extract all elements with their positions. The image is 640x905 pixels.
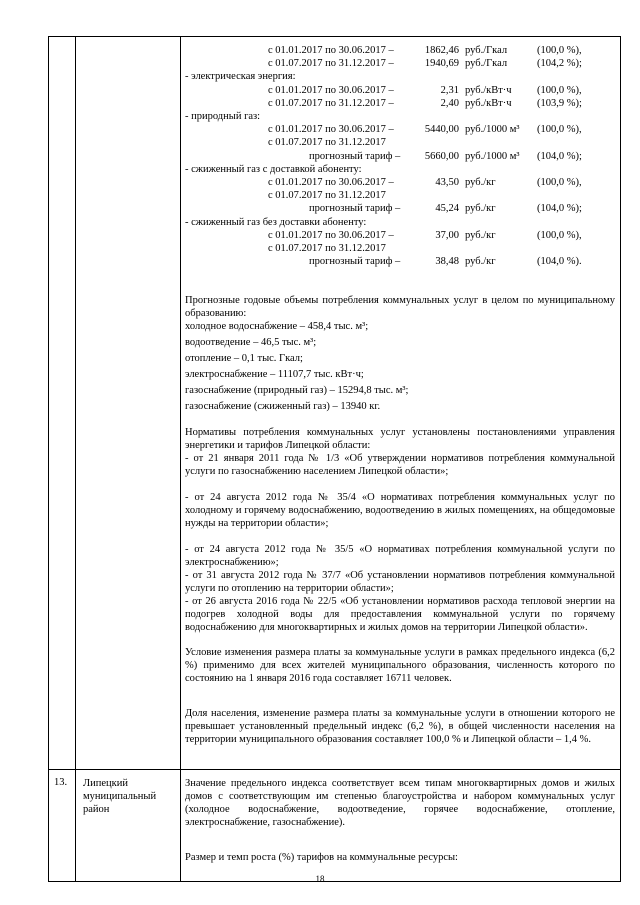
- tariff-period: прогнозный тариф –: [309, 256, 401, 268]
- tariff-period: прогнозный тариф –: [309, 150, 401, 162]
- tariff-value: 5660,00: [424, 150, 459, 162]
- tariff-unit: руб./Гкал: [465, 45, 508, 56]
- tariff-percent: (100,0 %),: [537, 229, 582, 241]
- region-name: Липецкий муниципальный район: [83, 778, 157, 815]
- tariff-period: с 01.07.2017 по 31.12.2017: [268, 137, 386, 149]
- tariff-period: с 01.01.2017 по 30.06.2017 –: [268, 124, 394, 136]
- condition-paragraph: Условие изменения размера платы за коммунальные услуги в рамках предельного индекса (6,2 %) применимо для всех жителей муниципального образования, численность которого по состоянию на 1 января 2016 года составляет 16711 человек.: [185, 647, 615, 684]
- tariff-category: - электрическая энергия:: [185, 71, 296, 83]
- normative-item: - от 24 августа 2012 года № 35/4 «О нормативах потребления коммунальных услуг по холодному и горячему водоснабжению, водоотведению в жилых помещениях, на общедомовые нужды на территории области»;: [185, 492, 615, 529]
- tariff-row: [185, 97, 615, 110]
- tariff-value: 43,50: [435, 177, 459, 188]
- tariff-percent: (100,0 %),: [537, 124, 582, 136]
- table-border-left: [48, 36, 49, 882]
- tariff-period: с 01.01.2017 по 30.06.2017 –: [268, 45, 394, 56]
- tariff-period: с 01.01.2017 по 30.06.2017 –: [268, 177, 394, 188]
- tariff-value: 38,48: [435, 256, 459, 268]
- tariff-value: 1940,69: [424, 58, 459, 70]
- tariff-row: [185, 44, 615, 57]
- normative-item: - от 21 января 2011 года № 1/3 «Об утверждении нормативов потребления коммунальной услуги по газоснабжению населением Липецкой области»;: [185, 453, 615, 477]
- tariff-value: 2,40: [440, 97, 459, 109]
- table-border-right: [620, 36, 621, 882]
- tariff-row: [185, 150, 615, 163]
- volume-text: электроснабжение – 11107,7 тыс. кВт·ч;: [185, 369, 364, 380]
- tariff-unit: руб./кг: [465, 177, 496, 188]
- tariff-row: [185, 176, 615, 189]
- tariff-unit: руб./кг: [465, 256, 496, 268]
- document-table: [48, 36, 621, 882]
- volume-text: отопление – 0,1 тыс. Гкал;: [185, 353, 303, 364]
- tariff-period: с 01.07.2017 по 31.12.2017 –: [268, 97, 394, 109]
- tariff-unit: руб./1000 м³: [465, 124, 520, 136]
- share-paragraph: Доля населения, изменение размера платы за коммунальные услуги в отношении которого не превышает установленный предельный индекс (6,2 %), в общей численности населения на территории муниципального образования составляет 100,0 % и Липецкой области – 1,4 %.: [185, 708, 615, 745]
- page-number: 18: [315, 874, 325, 884]
- tariff-period: с 01.07.2017 по 31.12.2017 –: [268, 58, 394, 70]
- tariff-value: 2,31: [440, 84, 459, 96]
- volumes-intro: Прогнозные годовые объемы потребления коммунальных услуг в целом по муниципальному образованию:: [185, 295, 615, 319]
- volume-line: [185, 352, 615, 365]
- tariff-value: 5440,00: [424, 124, 459, 136]
- row-divider: [48, 769, 621, 770]
- tariff-value: 45,24: [435, 203, 459, 215]
- tariff-period: с 01.07.2017 по 31.12.2017: [268, 243, 386, 254]
- volume-line: [185, 336, 615, 349]
- volume-line: [185, 400, 615, 413]
- tariff-percent: (100,0 %),: [537, 177, 582, 188]
- volume-text: газоснабжение (сжиженный газ) – 13940 кг.: [185, 401, 381, 412]
- table-border-top: [48, 36, 621, 37]
- tariff-unit: руб./Гкал: [465, 58, 508, 70]
- tariff-value: 37,00: [435, 229, 459, 241]
- volume-text: холодное водоснабжение – 458,4 тыс. м³;: [185, 321, 369, 332]
- tariff-heading: Размер и темп роста (%) тарифов на коммунальные ресурсы:: [185, 852, 458, 863]
- tariff-period: с 01.01.2017 по 30.06.2017 –: [268, 84, 394, 96]
- normative-item: - от 24 августа 2012 года № 35/5 «О нормативах потребления коммунальной услуги по электроснабжению»;: [185, 544, 615, 568]
- tariff-unit: руб./1000 м³: [465, 150, 520, 162]
- tariff-unit: руб./кВт·ч: [465, 97, 512, 109]
- normative-item: - от 26 августа 2016 года № 22/5 «Об установлении нормативов расхода тепловой энергии на подогрев холодной воды для предоставления коммунальной услуги по горячему водоснабжению для многоквартирных и жилых домов на территории Липецкой области».: [185, 596, 615, 633]
- tariff-percent: (104,0 %);: [537, 203, 582, 215]
- normative-item: - от 31 августа 2012 года № 37/7 «Об установлении нормативов потребления коммунальной услуги по отоплению на территории области»;: [185, 570, 615, 594]
- tariff-row: [185, 189, 615, 202]
- tariff-row: [185, 57, 615, 70]
- tariff-percent: (104,2 %);: [537, 58, 582, 70]
- tariff-unit: руб./кг: [465, 229, 496, 241]
- volume-text: газоснабжение (природный газ) – 15294,8 тыс. м³;: [185, 385, 409, 396]
- row-number: 13.: [54, 777, 68, 788]
- tariff-row: [185, 229, 615, 242]
- tariff-row: [185, 242, 615, 255]
- tariff-value: 1862,46: [424, 45, 459, 56]
- tariff-percent: (104,0 %);: [537, 150, 582, 162]
- tariff-category: - природный газ:: [185, 111, 261, 122]
- volume-line: [185, 368, 615, 381]
- tariff-row: [185, 136, 615, 149]
- tariff-percent: (103,9 %);: [537, 97, 582, 109]
- tariff-period: с 01.07.2017 по 31.12.2017: [268, 190, 386, 202]
- tariff-category: - сжиженный газ без доставки абоненту:: [185, 216, 367, 228]
- tariff-percent: (100,0 %),: [537, 45, 582, 56]
- volume-line: [185, 320, 615, 333]
- normatives-intro: Нормативы потребления коммунальных услуг установлены постановлениями управления энергетики и тарифов Липецкой области:: [185, 427, 615, 451]
- tariff-unit: руб./кг: [465, 203, 496, 215]
- tariff-period: с 01.01.2017 по 30.06.2017 –: [268, 229, 394, 241]
- tariff-row: [185, 202, 615, 215]
- tariff-category: - сжиженный газ с доставкой абоненту:: [185, 163, 362, 175]
- tariff-row: [185, 84, 615, 97]
- index-paragraph: Значение предельного индекса соответствует всем типам многоквартирных домов и жилых домов с соответствующим им степенью благоустройства и набором коммунальных услуг (холодное водоснабжение, водоотведение, горячее водоснабжение, отопление, электроснабжение, газоснабжение).: [185, 778, 615, 828]
- tariff-percent: (100,0 %),: [537, 84, 582, 96]
- tariff-period: прогнозный тариф –: [309, 203, 401, 215]
- table-col-divider-1: [75, 36, 76, 882]
- tariff-unit: руб./кВт·ч: [465, 84, 512, 96]
- table-col-divider-2: [180, 36, 181, 882]
- tariff-percent: (104,0 %).: [537, 256, 582, 268]
- volume-text: водоотведение – 46,5 тыс. м³;: [185, 337, 317, 348]
- tariff-row: [185, 255, 615, 268]
- volume-line: [185, 384, 615, 397]
- tariff-row: [185, 123, 615, 136]
